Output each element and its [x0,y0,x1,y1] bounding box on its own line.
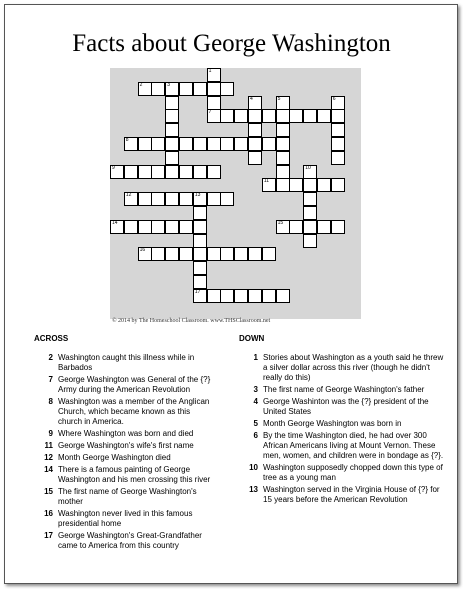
crossword-cell[interactable] [262,178,276,192]
crossword-cell[interactable] [138,82,152,96]
clue-number: 14 [44,465,53,474]
crossword-cell[interactable] [303,165,317,179]
cell-number: 10 [305,164,311,171]
cell-number: 12 [125,192,132,199]
crossword-cell[interactable] [193,165,207,179]
clue-text: Where Washington was born and died [58,429,194,438]
crossword-cell[interactable] [331,220,345,234]
crossword-cell[interactable] [179,220,193,234]
cell-number: 16 [139,247,146,254]
crossword-cell[interactable] [138,192,152,206]
cell-number: 4 [250,95,253,102]
cell-number: 15 [277,219,284,226]
clue-number: 1 [253,353,258,362]
cell-number: 8 [125,137,129,143]
crossword-cell[interactable] [234,289,248,303]
crossword-cell[interactable] [248,123,262,137]
crossword-cell[interactable] [220,137,234,151]
across-clue-11 [34,441,214,451]
crossword-cell[interactable] [234,247,248,261]
crossword-cell[interactable] [124,192,138,206]
cell-number: 7 [208,109,212,116]
crossword-cell[interactable] [151,247,165,261]
clue-number: 2 [48,353,53,362]
crossword-cell[interactable] [207,82,221,96]
across-clue-16 [34,509,214,529]
down-clue-list [239,353,444,505]
across-clue-15 [34,487,214,507]
crossword-cell[interactable] [234,109,248,123]
crossword-cell[interactable] [165,220,179,234]
down-clues [239,334,444,507]
crossword-cell[interactable] [207,192,221,206]
crossword-cell[interactable] [276,137,290,151]
cell-number: 3 [167,81,170,88]
clue-text: George Washington's wife's first name [58,441,194,450]
clue-number: 16 [44,509,53,518]
crossword-cell[interactable] [276,178,290,192]
down-clue-6 [239,431,444,461]
crossword-cell[interactable] [276,96,290,110]
crossword-cell[interactable] [276,289,290,303]
crossword-cell[interactable] [165,82,179,96]
across-clue-14 [34,465,214,485]
clue-text: Washington never lived in this famous presidential home [58,509,193,528]
crossword-cell[interactable] [207,109,221,123]
across-clue-8 [34,397,214,427]
crossword-cell[interactable] [193,234,207,248]
copyright-notice: © 2014 by The Homeschool Classroom. www.THSClassroom.net [112,318,271,324]
crossword-cell[interactable] [331,178,345,192]
crossword-cell[interactable] [151,165,165,179]
clue-text: Month George Washington died [58,453,171,462]
crossword-cell[interactable] [151,137,165,151]
crossword-cell[interactable] [262,289,276,303]
crossword-cell[interactable] [151,220,165,234]
cell-number: 13 [194,192,201,199]
crossword-cell[interactable] [331,96,345,110]
crossword-cell[interactable] [151,82,165,96]
crossword-cell[interactable] [276,220,290,234]
crossword-cell[interactable] [165,247,179,261]
across-clue-7 [34,375,214,395]
crossword-cell[interactable] [289,178,303,192]
clue-number: 17 [44,531,53,540]
crossword-cell[interactable] [248,247,262,261]
crossword-cell[interactable] [165,151,179,165]
clue-number: 7 [48,375,53,384]
crossword-cell[interactable] [138,220,152,234]
crossword-cell[interactable] [248,151,262,165]
across-clue-17 [34,531,214,551]
cell-number: 6 [332,95,336,102]
crossword-cell[interactable] [262,109,276,123]
cell-number: 5 [277,95,281,102]
crossword-cell[interactable] [179,165,193,179]
clue-number: 5 [253,419,258,428]
cell-number: 17 [194,288,201,295]
crossword-cell[interactable] [193,247,207,261]
across-clues [34,334,214,553]
crossword-cell[interactable] [179,82,193,96]
crossword-cell[interactable] [124,220,138,234]
crossword-cell[interactable] [276,151,290,165]
down-clue-1 [239,353,444,383]
cell-number: 14 [112,219,118,226]
crossword-cell[interactable] [179,137,193,151]
crossword-cell[interactable] [193,82,207,96]
crossword-cell[interactable] [193,261,207,275]
crossword-cell[interactable] [303,109,317,123]
across-clue-12 [34,453,214,463]
crossword-cell[interactable] [220,82,234,96]
cell-number: 1 [208,68,212,74]
crossword-cell[interactable] [138,137,152,151]
crossword-cell[interactable] [303,178,317,192]
cell-number: 11 [263,178,269,185]
crossword-cell[interactable] [207,247,221,261]
crossword-cell[interactable] [193,192,207,206]
crossword-cell[interactable] [317,220,331,234]
clue-number: 10 [249,463,258,472]
crossword-cell[interactable] [248,96,262,110]
clue-text: Stories about Washington as a youth said he threw a silver dollar across this river (though he didn't really do this) [263,353,444,382]
crossword-cell[interactable] [276,165,290,179]
crossword-cell[interactable] [289,109,303,123]
crossword-cell[interactable] [331,151,345,165]
clue-number: 6 [253,431,258,440]
crossword-cell[interactable] [124,137,138,151]
crossword-cell[interactable] [165,165,179,179]
crossword-cell[interactable] [220,247,234,261]
crossword-cell[interactable] [303,234,317,248]
across-clue-list [34,353,214,551]
crossword-cell[interactable] [276,123,290,137]
crossword-cell[interactable] [207,68,221,82]
crossword-cell[interactable] [303,206,317,220]
crossword-cell[interactable] [317,109,331,123]
clue-number: 11 [44,441,53,450]
crossword-cell[interactable] [165,96,179,110]
crossword-cell[interactable] [207,96,221,110]
clue-text: Washington caught this illness while in Barbados [58,353,195,372]
crossword-cell[interactable] [262,137,276,151]
crossword-cell[interactable] [248,137,262,151]
crossword-cell[interactable] [138,247,152,261]
across-heading: ACROSS [34,334,69,343]
down-clue-4 [239,397,444,417]
crossword-cell[interactable] [110,165,124,179]
clue-text: The first name of George Washington's mother [58,487,197,506]
clue-number: 8 [48,397,53,406]
crossword-cell[interactable] [207,137,221,151]
crossword-cell[interactable] [220,109,234,123]
down-clue-10 [239,463,444,483]
crossword-cell[interactable] [276,109,290,123]
crossword-cell[interactable] [220,289,234,303]
cell-number: 9 [112,164,115,171]
crossword-cell[interactable] [165,109,179,123]
down-clue-5 [239,419,444,429]
crossword-cell[interactable] [248,289,262,303]
crossword-cell[interactable] [289,220,303,234]
clue-text: George Washington's Great-Grandfather came to America from this country [58,531,202,550]
clue-text: George Washinton was the {?} president of the United States [263,397,429,416]
crossword-cell[interactable] [234,137,248,151]
crossword-cell[interactable] [110,220,124,234]
clue-number: 15 [44,487,53,496]
crossword-cell[interactable] [220,192,234,206]
clue-text: The first name of George Washington's father [263,385,425,394]
across-clue-9 [34,429,214,439]
clue-text: George Washington was General of the {?} Army during the American Revolution [58,375,211,394]
crossword-cell[interactable] [193,220,207,234]
crossword-cell[interactable] [151,192,165,206]
clue-number: 9 [48,429,53,438]
clue-number: 3 [253,385,258,394]
down-clue-3 [239,385,444,395]
crossword-cell[interactable] [165,137,179,151]
crossword-cell[interactable] [248,109,262,123]
crossword-cell[interactable] [165,192,179,206]
crossword-cell[interactable] [124,165,138,179]
clue-text: There is a famous painting of George Washington and his men crossing this river [58,465,211,484]
crossword-cell[interactable] [331,109,345,123]
down-clue-13 [239,485,444,505]
down-heading: DOWN [239,334,265,343]
page-title: Facts about George Washington [72,30,391,57]
clue-text: Washington supposedly chopped down this type of tree as a young man [263,463,443,482]
clue-number: 13 [249,485,258,494]
crossword-cell[interactable] [303,192,317,206]
clue-text: Washington was a member of the Anglican Church, which became known as this church in America. [58,397,210,426]
crossword-cell[interactable] [331,137,345,151]
crossword-cell[interactable] [179,247,193,261]
clue-text: Washington served in the Virginia House of {?} for 15 years before the American Revolution [263,485,440,504]
crossword-cell[interactable] [193,275,207,289]
across-clue-2 [34,353,214,373]
clue-number: 12 [44,453,53,462]
crossword-cell[interactable] [303,220,317,234]
clue-text: By the time Washington died, he had over 300 African Americans living at Mount Vernon. These men, women, and children were in bondage as {?}. [263,431,444,460]
clue-text: Month George Washington was born in [263,419,402,428]
crossword-cell[interactable] [207,165,221,179]
crossword-cell[interactable] [179,192,193,206]
crossword-cell[interactable] [317,178,331,192]
crossword-cell[interactable] [262,247,276,261]
crossword-cell[interactable] [193,289,207,303]
crossword-cell[interactable] [165,123,179,137]
crossword-cell[interactable] [193,137,207,151]
crossword-cell[interactable] [138,165,152,179]
crossword-cell[interactable] [193,206,207,220]
clue-number: 4 [253,397,258,406]
cell-number: 2 [139,81,143,88]
crossword-cell[interactable] [207,289,221,303]
crossword-cell[interactable] [331,123,345,137]
